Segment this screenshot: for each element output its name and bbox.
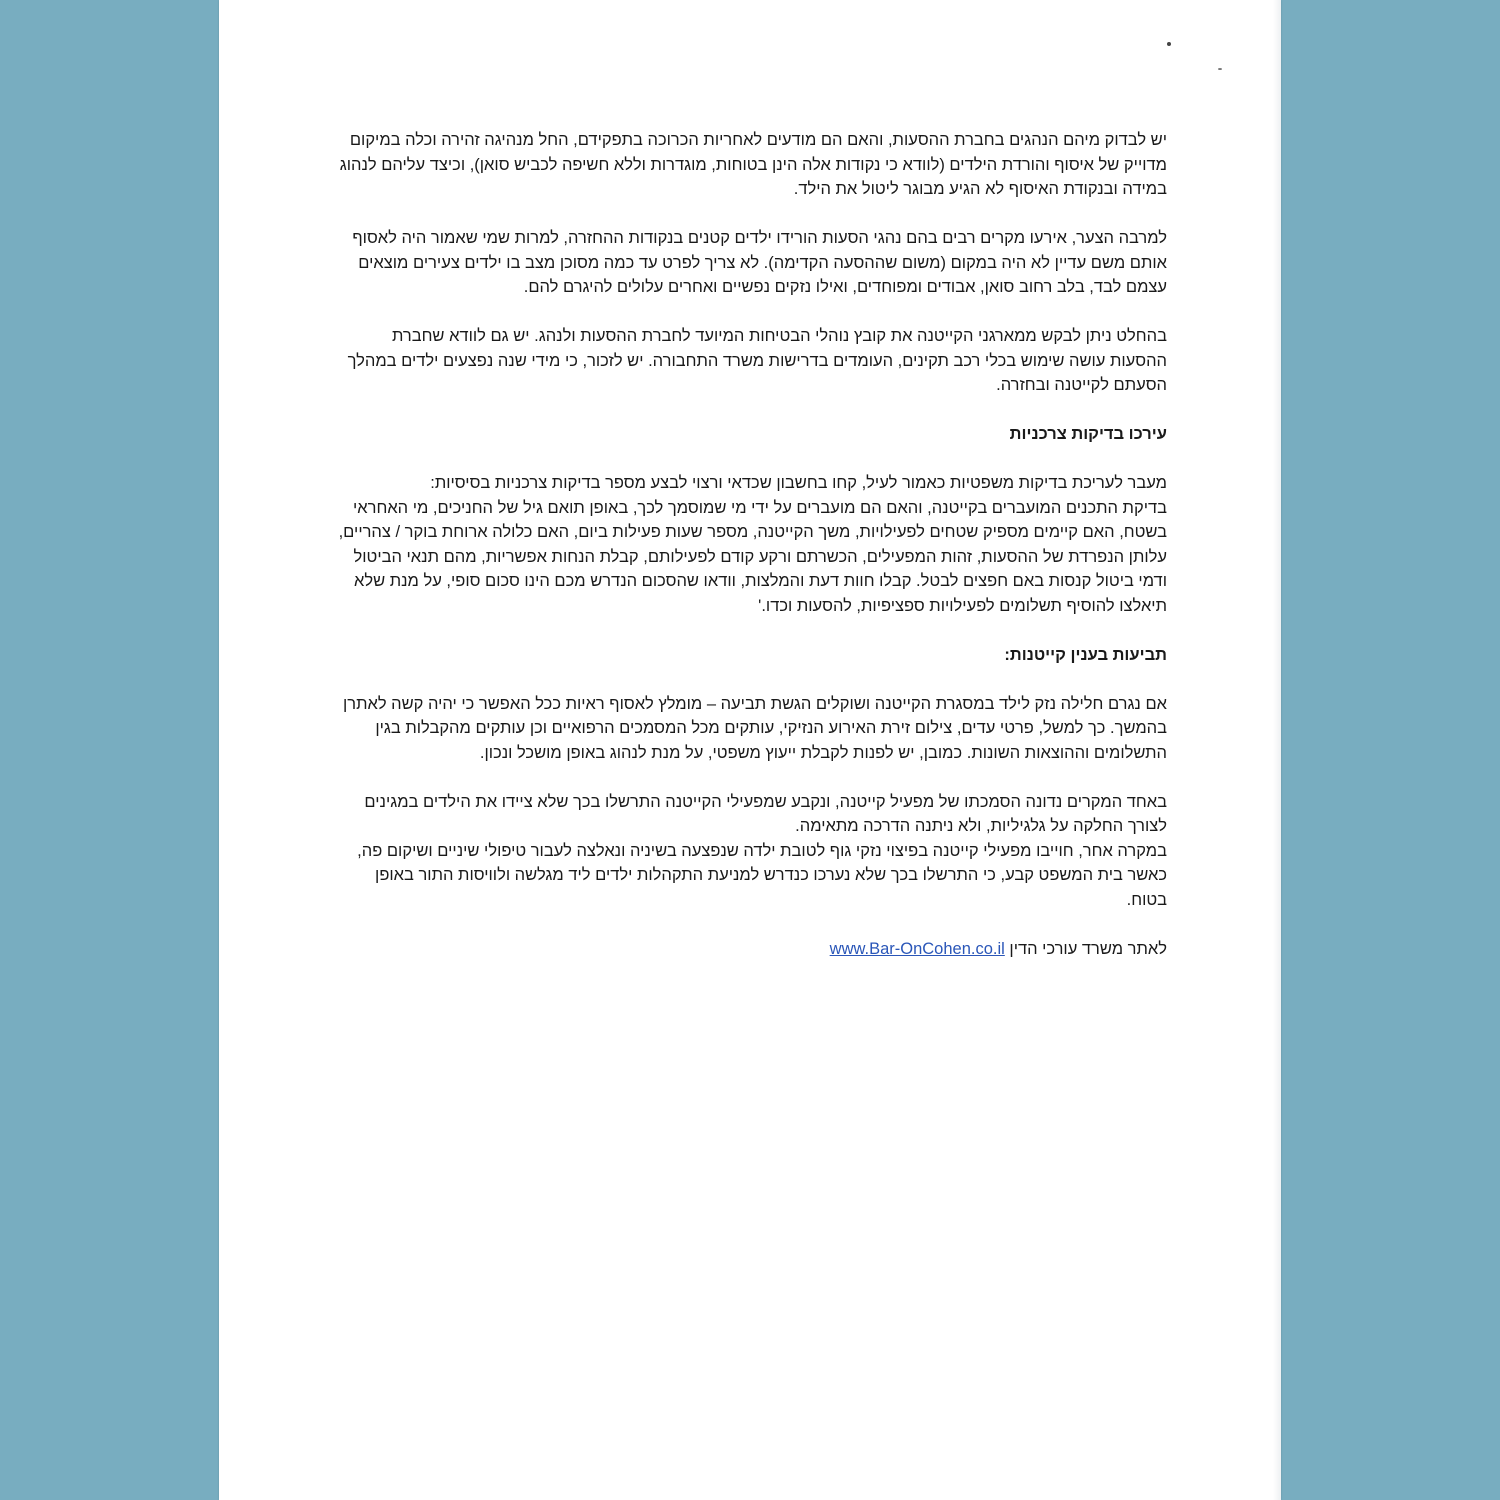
footer-label: לאתר משרד עורכי הדין xyxy=(1009,939,1167,958)
section-heading-lawsuits: תביעות בענין קייטנות: xyxy=(1004,645,1167,664)
page-edge-shadow xyxy=(1273,0,1281,1500)
paragraph-lawsuits: אם נגרם חלילה נזק לילד במסגרת הקייטנה ושוקלים הגשת תביעה – מומלץ לאסוף ראיות ככל האפשר כי יהיה קשה לאתרן בהמשך. כך למשל, פרטי עדים, צילום זירת האירוע הנזיקי, עותקים מכל המסמכים הרפואיים וכן עותקים מהקבלות בגין התשלומים וההוצאות השונות. כמובן, יש לפנות לקבלת ייעוץ משפטי, על מנת לנהוג באופן מושכל ונכון. xyxy=(342,694,1167,762)
paragraph-safety-procedures: בהחלט ניתן לבקש ממארגני הקייטנה את קובץ נוהלי הבטיחות המיועד לחברת ההסעות ולנהג. יש גם לוודא שחברת ההסעות עושה שימוש בכלי רכב תקינים, העומדים בדרישות משרד התחבורה. יש לזכור, כי מידי שנה נפצעים ילדים במהלך הסעתם לקייטנה ובחזרה. xyxy=(347,327,1167,394)
paragraph-case-rollerblades: באחד המקרים נדונה הסמכתו של מפעיל קייטנה, ונקבע שמפעילי הקייטנה התרשלו בכך שלא ציידו את הילדים במגינים לצורך החלקה על גלגיליות, ולא ניתנה הדרכה מתאימה. xyxy=(364,792,1167,835)
document-body xyxy=(335,128,1167,986)
scan-speck xyxy=(1167,42,1171,46)
paragraph-case-slide: במקרה אחר, חוייבו מפעילי קייטנה בפיצוי נזקי גוף לטובת ילדה שנפצעה בשיניה ונאלצה לעבור טיפולי שיניים ושיקום פה, כאשר בית המשפט קבע, כי התרשלו בכך שלא נערכו כנדרש למניעת התקהלות ילדים ליד מגלשה ולוויסות התור באופן בטוח. xyxy=(357,841,1167,909)
paragraph-drivers: יש לבדוק מיהם הנהגים בחברת ההסעות, והאם הם מודעים לאחריות הכרוכה בתפקידם, החל מנהיגה זהירה וכלה במיקום מדוייק של איסוף והורדת הילדים (לוודא כי נקודות אלה הינן בטוחות, מוגדרות וללא חשיפה לכביש סואן), וכיצד עליהם לנהוג במידה ובנקודת האיסוף לא הגיע מבוגר ליטול את הילד. xyxy=(339,131,1167,198)
website-link[interactable]: www.Bar-OnCohen.co.il xyxy=(829,939,1005,958)
paragraph-consumer-intro: מעבר לעריכת בדיקות משפטיות כאמור לעיל, קחו בחשבון שכדאי ורצוי לבצע מספר בדיקות צרכניות בסיסיות: xyxy=(430,474,1167,492)
paragraph-incidents: למרבה הצער, אירעו מקרים רבים בהם נהגי הסעות הורידו ילדים קטנים בנקודות ההחזרה, למרות שמי שאמור היה לאסוף אותם משם עדיין לא היה במקום (משום שההסעה הקדימה). לא צריך לפרט עד כמה מסוכן מצב בו ילדים צעירים מוצאים עצמם לבד, בלב רחוב סואן, אבודים ומפוחדים, ואילו נזקים נפשיים ואחרים עלולים להיגרם להם. xyxy=(352,229,1167,296)
section-heading-consumer-checks: עירכו בדיקות צרכניות xyxy=(1009,425,1167,443)
scanned-page xyxy=(219,0,1281,1500)
paragraph-consumer-checks: בדיקת התכנים המועברים בקייטנה, והאם הם מועברים על ידי מי שמוסמך לכך, באופן תואם גיל של החניכים, מי האחראי בשטח, האם קיימים מספיק שטחים לפעילויות, משך הקייטנה, מספר שעות פעילות ביום, האם כלולה ארוחת בוקר / צהריים, עלותן הנפרדת של ההסעות, זהות המפעילים, הכשרתם ורקע קודם לפעילותם, קבלת הנחות אפשריות, מהם תנאי הביטול ודמי ביטול קנסות באם חפצים לבטל. קבלו חוות דעת והמלצות, וודאו שהסכום הנדרש מכם הינו סכום סופי, על מנת שלא תיאלצו להוסיף תשלומים לפעילויות ספציפיות, להסעות וכדו.' xyxy=(338,498,1167,615)
footer-website-line xyxy=(335,937,1167,962)
scan-speck xyxy=(1218,68,1222,70)
